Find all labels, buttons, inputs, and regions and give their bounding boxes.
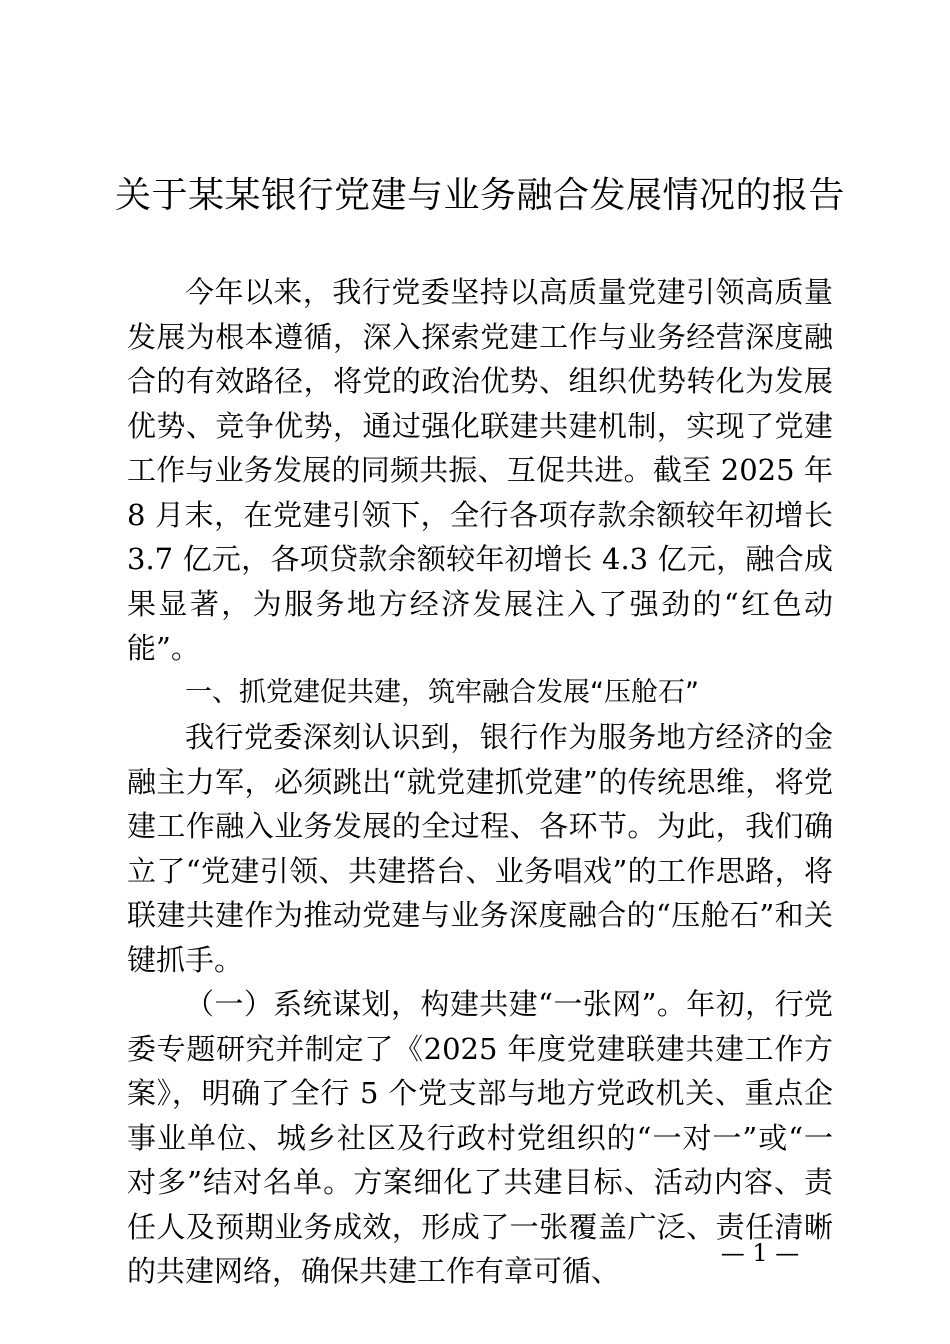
paragraph-section-1: 我行党委深刻认识到，银行作为服务地方经济的金融主力军，必须跳出“就党建抓党建”的传统思维，将党建工作融入业务发展的全过程、各环节。为此，我们确立了“党建引领、共建搭台、业务唱戏”的工作思路，将联建共建作为推动党建与业务深度融合的“压舱石”和关键抓手。 [127, 720, 833, 977]
section-heading-1: 一、抓党建促共建，筑牢融合发展“压舱石” [185, 676, 699, 708]
document-body [127, 270, 833, 1294]
page-number: — 1 — [720, 1239, 800, 1267]
paragraph-intro: 今年以来，我行党委坚持以高质量党建引领高质量发展为根本遵循，深入探索党建工作与业务经营深度融合的有效路径，将党的政治优势、组织优势转化为发展优势、竞争优势，通过强化联建共建机制，实现了党建工作与业务发展的同频共振、互促共进。截至 2025 年 8 月末，在党建引领下，全行各项存款余额较年初增长 3.7 亿元，各项贷款余额较年初增长 4.3 亿元，融合成果显著，为服务地方经济发展注入了强劲的“红色动能”。 [127, 275, 833, 665]
paragraph-subsection-1: （一）系统谋划，构建共建“一张网”。年初，行党委专题研究并制定了《2025 年度党建联建共建工作方案》，明确了全行 5 个党支部与地方党政机关、重点企事业单位、城乡社区及行政村党组织的“一对一”或“一对多”结对名单。方案细化了共建目标、活动内容、责任人及预期业务成效，形成了一张覆盖广泛、责任清晰的共建网络，确保共建工作有章可循、 [127, 987, 833, 1288]
document-title: 关于某某银行党建与业务融合发展情况的报告 [114, 175, 845, 216]
